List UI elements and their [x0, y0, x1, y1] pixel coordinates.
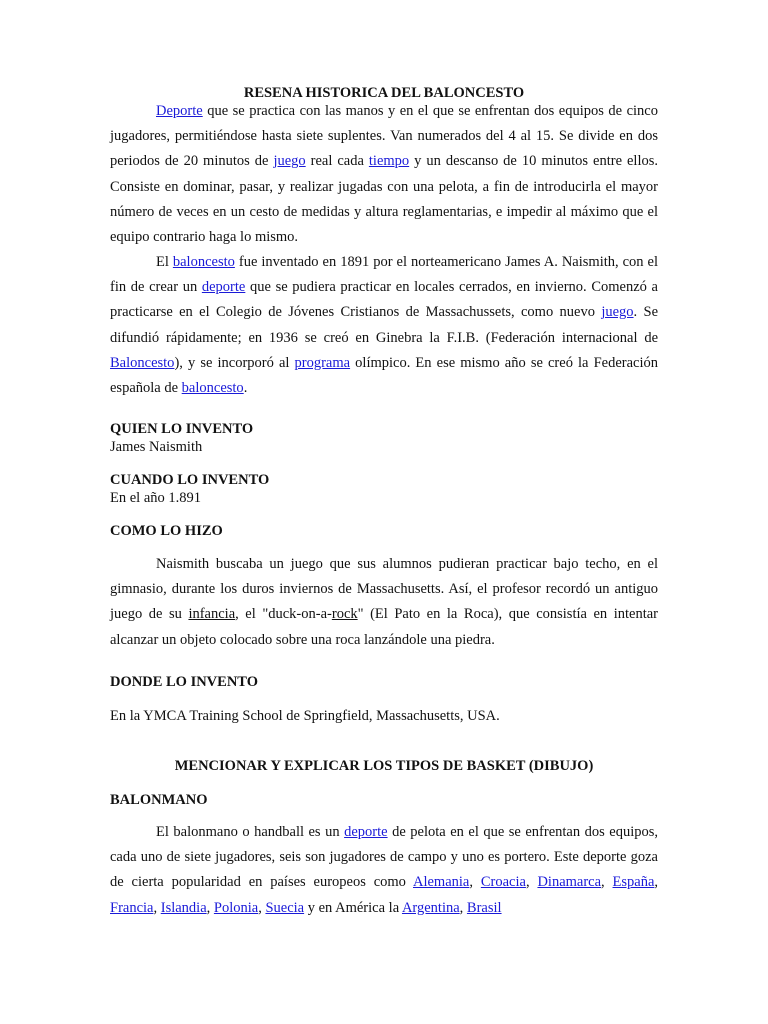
donde-heading: DONDE LO INVENTO: [110, 674, 258, 690]
link-suecia[interactable]: Suecia: [265, 899, 305, 916]
balonmano-paragraph: El balonmano o handball es un deporte de pelota en el que se enfrentan dos equipos, cada uno de siete jugadores, seis son jugadores de campo y uno es portero. Este deporte goza de cierta popularidad en países europeos como Alemania, Croacia, Dinamarca, España, Francia, Islandia, Polonia, Suecia y en América la Argentina, Brasil: [110, 824, 659, 916]
intro-paragraph: Deporte que se practica con las manos y en el que se enfrentan dos equipos de cinco jugadores, permitiéndose hasta siete suplentes. Van numerados del 4 al 15. Se divide en dos periodos de 20 minutos de juego real cada tiempo y un descanso de 10 minutos entre ellos. Consiste en dominar, pasar, y realizar jugadas con una pelota, a fin de introducirla el mayor número de veces en un cesto de medidas y altura reglamentarias, e impedir al máximo que el equipo contrario haga lo mismo.: [110, 103, 658, 246]
quien-heading: QUIEN LO INVENTO: [110, 421, 254, 437]
cuando-answer: En el año 1.891: [110, 490, 202, 506]
link-alemania[interactable]: Alemania: [413, 874, 470, 891]
link-croacia[interactable]: Croacia: [480, 874, 526, 891]
link-deporte-3[interactable]: deporte: [344, 824, 388, 840]
link-espana[interactable]: España: [612, 874, 655, 891]
link-programa[interactable]: programa: [294, 354, 351, 371]
link-dinamarca[interactable]: Dinamarca: [537, 874, 602, 891]
underlined-infancia: infancia: [188, 606, 236, 623]
link-deporte[interactable]: Deporte: [156, 103, 203, 119]
link-juego-2[interactable]: juego: [601, 304, 634, 321]
link-francia[interactable]: Francia: [110, 899, 154, 916]
link-islandia[interactable]: Islandia: [160, 899, 207, 916]
link-deporte-2[interactable]: deporte: [201, 279, 246, 296]
quien-answer: James Naismith: [110, 439, 203, 455]
link-argentina[interactable]: Argentina: [401, 899, 460, 916]
como-heading: COMO LO HIZO: [110, 523, 223, 539]
document-title: RESENA HISTORICA DEL BALONCESTO: [243, 85, 525, 101]
link-baloncesto[interactable]: baloncesto: [172, 254, 235, 270]
link-polonia[interactable]: Polonia: [213, 899, 259, 916]
link-juego[interactable]: juego: [273, 153, 306, 170]
history-paragraph: El baloncesto fue inventado en 1891 por el norteamericano James A. Naismith, con el fin de crear un deporte que se pudiera practicar en locales cerrados, en invierno. Comenzó a practicarse en el Colegio de Jóvenes Cristianos de Massachussets, como nuevo juego. Se difundió rápidamente; en 1936 se creó en Ginebra la F.I.B. (Federación internacional de Baloncesto), y se incorporó al programa olímpico. En ese mismo año se creó la Federación española de baloncesto.: [110, 254, 659, 397]
cuando-heading: CUANDO LO INVENTO: [110, 472, 270, 488]
balonmano-heading: BALONMANO: [110, 792, 208, 808]
link-baloncesto-3[interactable]: baloncesto: [181, 380, 244, 397]
underlined-rock: rock: [331, 606, 358, 623]
como-paragraph: Naismith buscaba un juego que sus alumnos pudieran practicar bajo techo, en el gimnasio, durante los duros inviernos de Massachusetts. Así, el profesor recordó un antiguo juego de su infancia, el "duck-on-a-rock" (El Pato en la Roca), que consistía en intentar alcanzar un objeto colocado sobre una roca lanzándole una piedra.: [110, 556, 658, 648]
link-brasil[interactable]: Brasil: [466, 899, 502, 916]
link-baloncesto-2[interactable]: Baloncesto: [110, 354, 175, 371]
tipos-heading: MENCIONAR Y EXPLICAR LOS TIPOS DE BASKET (DIBUJO): [174, 758, 594, 774]
link-tiempo[interactable]: tiempo: [368, 153, 410, 170]
donde-answer: En la YMCA Training School de Springfield, Massachusetts, USA.: [110, 708, 500, 724]
